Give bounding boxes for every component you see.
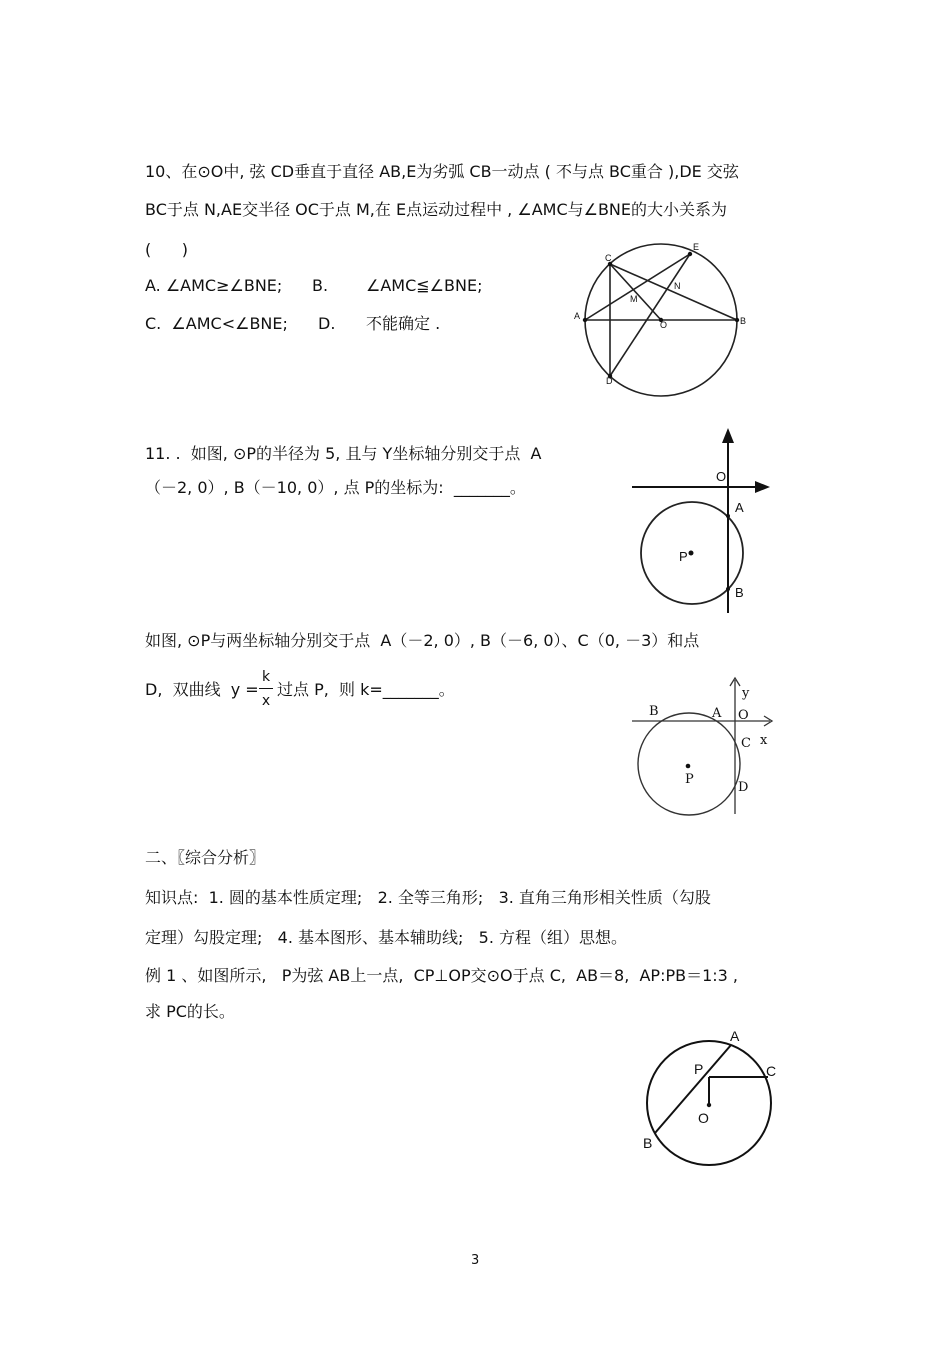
q10-option-b-text: ∠AMC≦∠BNE;	[366, 276, 483, 295]
q10-option-d-letter: D.	[318, 314, 336, 333]
q11-label-o: O	[716, 469, 727, 484]
section2-heading: 二、〖综合分析〗	[145, 848, 266, 867]
q12-line2-suffix: 过点 P, 则 k=_______。	[277, 680, 455, 699]
q12-line1: 如图, ⊙P与两坐标轴分别交于点 A（－2, 0）, B（－6, 0）、C（0, －3）和点	[145, 631, 700, 650]
q12-label-b: B	[649, 704, 659, 719]
example1-point-o	[707, 1103, 711, 1107]
q10-line3: ( )	[145, 240, 188, 259]
knowledge-points-line2: 定理）勾股定理; 4. 基本图形、基本辅助线; 5. 方程（组）思想。	[145, 928, 628, 947]
q10-option-c: C. ∠AMC<∠BNE;	[145, 314, 288, 333]
q10-label-b: B	[740, 316, 747, 326]
example1-label-o: O	[698, 1110, 709, 1126]
q12-fraction-denominator: x	[261, 693, 271, 709]
q12-label-a: A	[712, 706, 722, 721]
example1-line2: 求 PC的长。	[145, 1002, 235, 1021]
q12-label-d: D	[738, 780, 749, 795]
q11-label-b: B	[735, 585, 744, 600]
q11-label-a: A	[735, 500, 744, 515]
q10-label-e: E	[693, 242, 700, 252]
knowledge-points-line1: 知识点: 1. 圆的基本性质定理; 2. 全等三角形; 3. 直角三角形相关性质（勾股	[145, 888, 711, 907]
q10-label-m: M	[630, 294, 638, 304]
q10-label-o: O	[660, 320, 668, 330]
q10-label-n: N	[674, 281, 681, 291]
q11-line1: 11. . 如图, ⊙P的半径为 5, 且与 Y坐标轴分别交于点 A	[145, 444, 542, 463]
q10-option-a: A. ∠AMC≥∠BNE;	[145, 276, 283, 295]
q12-label-y: y	[742, 686, 750, 701]
q12-label-c: C	[741, 736, 751, 751]
q12-label-p: P	[685, 772, 694, 787]
q12-label-x: x	[760, 733, 768, 748]
example1-label-a: A	[730, 1028, 740, 1044]
q11-line2: （－2, 0）, B（－10, 0）, 点 P的坐标为: _______。	[145, 478, 526, 497]
q12-line2-prefix: D, 双曲线 y =	[145, 680, 259, 699]
q12-fraction-numerator: k	[261, 669, 271, 685]
q10-line2: BC于点 N,AE交半径 OC于点 M,在 E点运动过程中 , ∠AMC与∠BNE的大小关系为	[145, 200, 728, 219]
example1-label-b: B	[643, 1135, 653, 1151]
q10-label-d: D	[606, 376, 613, 386]
q10-label-a: A	[574, 311, 581, 321]
q10-option-d-text: 不能确定 .	[366, 314, 441, 333]
example1-label-c: C	[766, 1063, 777, 1079]
q11-label-p: P	[679, 549, 688, 564]
q10-option-b-letter: B.	[312, 276, 329, 295]
q10-line1: 10、在⊙O中, 弦 CD垂直于直径 AB,E为劣弧 CB一动点 ( 不与点 BC重合 ),DE 交弦	[145, 162, 739, 181]
example1-label-p: P	[694, 1061, 704, 1077]
example1-line1: 例 1 、如图所示, P为弦 AB上一点, CP⊥OP交⊙O于点 C, AB＝8, AP:PB＝1:3 ,	[145, 966, 739, 985]
page-number: 3	[471, 1253, 480, 1268]
q10-label-c: C	[605, 253, 612, 263]
q12-label-o: O	[738, 708, 749, 723]
